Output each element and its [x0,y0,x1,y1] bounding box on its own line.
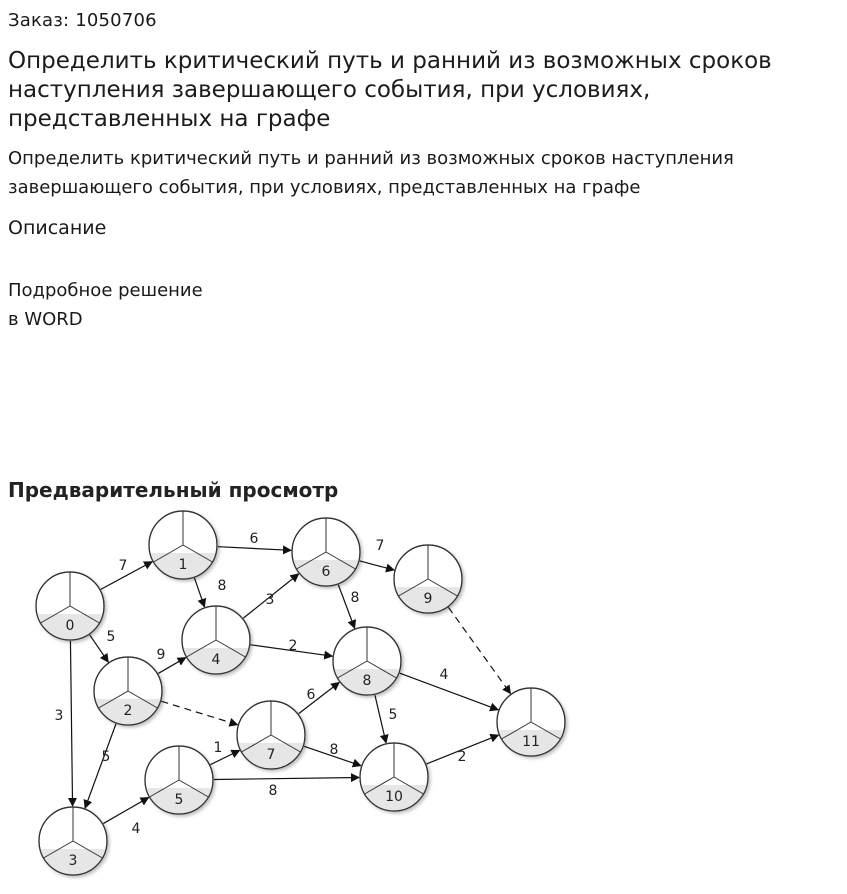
edge-weight-7-10: 8 [329,742,339,758]
edge-weight-3-5: 4 [131,821,141,837]
node-label-6: 6 [321,564,331,580]
node-11 [497,688,565,756]
edge-7-8 [299,682,340,713]
edge-3-5 [103,797,148,823]
edge-6-9 [360,561,394,570]
edge-8-11 [400,673,498,710]
node-9 [394,545,462,613]
node-label-3: 3 [68,853,78,869]
edge-weight-8-11: 4 [439,667,449,683]
page-title: Определить критический путь и ранний из возможных сроков наступления завершающего события, при условиях, представленных на графе [8,48,772,132]
edge-weight-5-7: 1 [213,740,223,756]
node-7 [237,701,305,769]
edge-0-2 [90,635,109,662]
preview-heading: Предварительный просмотр [8,478,339,502]
node-label-1: 1 [178,557,188,573]
node-5 [145,746,213,814]
edge-weight-1-4: 8 [217,578,227,594]
edge-0-3 [70,641,72,806]
edge-weight-2-3: 5 [101,749,111,765]
edge-weight-0-3: 3 [54,708,64,724]
edge-weight-8-10: 5 [388,707,398,723]
edge-9-11 [448,607,510,693]
graph-nodes [36,511,565,875]
node-10 [360,743,428,811]
node-label-11: 11 [522,734,540,750]
edge-weight-4-8: 2 [288,638,298,654]
solution-format: в WORD [8,309,83,330]
node-8 [333,627,401,695]
solution-text: Подробное решение [8,280,203,301]
node-4 [182,606,250,674]
node-label-7: 7 [266,747,276,763]
node-6 [292,518,360,586]
edge-weight-5-10: 8 [268,783,278,799]
edge-1-6 [218,547,291,551]
network-graph-preview [0,505,600,885]
node-label-2: 2 [123,703,133,719]
task-description: Определить критический путь и ранний из возможных сроков наступления завершающего события, при условиях, представленных на графе [8,148,734,198]
edge-weight-6-8: 8 [350,590,360,606]
node-label-9: 9 [423,591,433,607]
node-label-0: 0 [65,618,75,634]
edge-2-7 [161,701,237,724]
edge-weight-1-6: 6 [249,531,259,547]
edge-5-10 [214,777,359,779]
node-label-4: 4 [211,652,221,668]
node-2 [94,657,162,725]
node-3 [39,807,107,875]
edge-weight-4-6: 3 [265,592,275,608]
edge-weight-7-8: 6 [306,687,316,703]
edge-weight-2-4: 9 [156,647,166,663]
edge-8-10 [375,695,386,743]
edge-1-4 [194,578,204,607]
node-0 [36,572,104,640]
node-label-5: 5 [174,792,184,808]
description-heading: Описание [8,217,107,239]
node-label-10: 10 [385,789,403,805]
edge-weight-6-9: 7 [375,538,385,554]
node-label-8: 8 [362,673,372,689]
node-1 [149,511,217,579]
edge-weight-0-1: 7 [118,558,128,574]
edge-weight-10-11: 2 [457,749,467,765]
order-number: Заказ: 1050706 [8,10,157,31]
edge-weight-0-2: 5 [106,629,116,645]
edge-2-3 [85,724,116,808]
